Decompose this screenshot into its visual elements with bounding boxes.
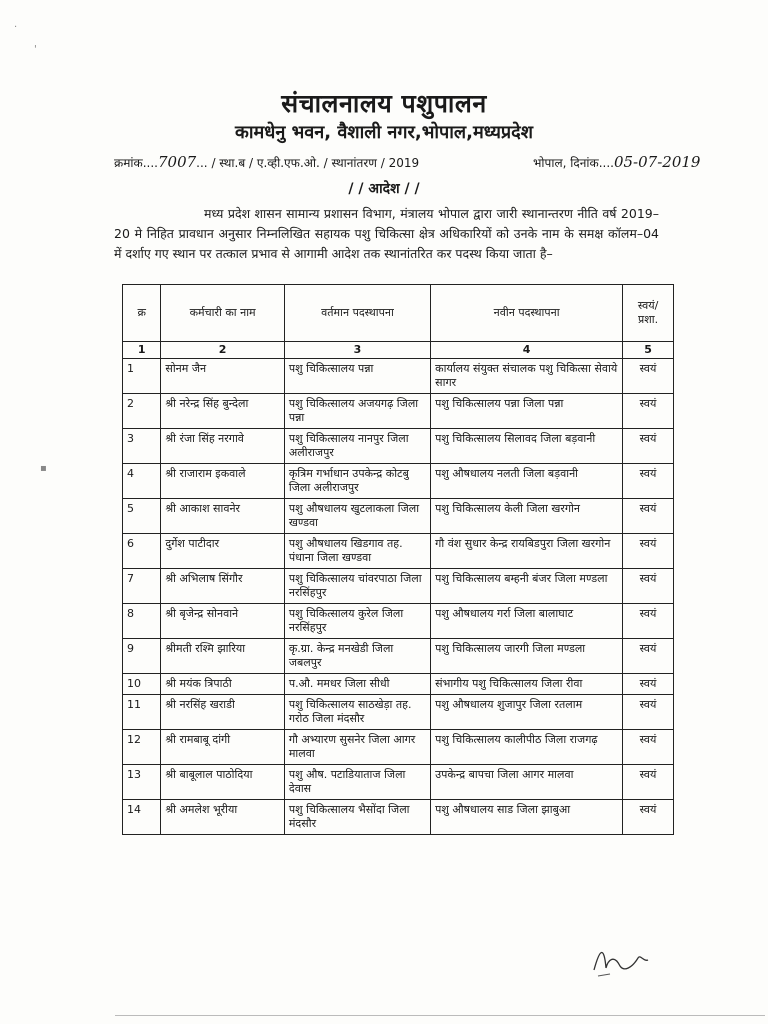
- current-posting-cell: पशु चिकित्सालय भैसोंदा जिला मंदसौर: [284, 800, 430, 835]
- request-type-cell: स्वयं: [623, 499, 674, 534]
- current-posting-cell: पशु चिकित्सालय नानपुर जिला अलीराजपुर: [284, 429, 430, 464]
- request-type-cell: स्वयं: [623, 569, 674, 604]
- new-posting-cell: पशु चिकित्सालय केली जिला खरगोन: [431, 499, 623, 534]
- request-type-cell: स्वयं: [623, 464, 674, 499]
- new-posting-cell: पशु चिकित्सालय कालीपीठ जिला राजगढ़: [431, 730, 623, 765]
- new-posting-cell: पशु चिकित्सालय जारगी जिला मण्डला: [431, 639, 623, 674]
- header-employee-name: कर्मचारी का नाम: [161, 285, 284, 342]
- table-header-row: [123, 285, 674, 342]
- scan-speck: ': [34, 44, 37, 55]
- serial-cell: 2: [123, 394, 161, 429]
- ref-number: 7007: [157, 153, 197, 171]
- serial-cell: 3: [123, 429, 161, 464]
- current-posting-cell: पशु चिकित्सालय चांवरपाठा जिला नरसिंहपुर: [284, 569, 430, 604]
- table-row: [123, 394, 674, 429]
- new-posting-cell: कार्यालय संयुक्त संचालक पशु चिकित्सा सेवाये सागर: [431, 359, 623, 394]
- current-posting-cell: पशु चिकित्सालय अजयगढ़ जिला पन्ना: [284, 394, 430, 429]
- new-posting-cell: पशु चिकित्सालय पन्ना जिला पन्ना: [431, 394, 623, 429]
- column-number: 4: [431, 342, 623, 359]
- current-posting-cell: प.औ. ममधर जिला सीधी: [284, 674, 430, 695]
- new-posting-cell: पशु चिकित्सालय बम्हनी बंजर जिला मण्डला: [431, 569, 623, 604]
- request-type-cell: स्वयं: [623, 359, 674, 394]
- scan-edge-line: [115, 1015, 765, 1016]
- serial-cell: 12: [123, 730, 161, 765]
- new-posting-cell: पशु औषधालय शुजापुर जिला रतलाम: [431, 695, 623, 730]
- date-value: 05-07-2019: [613, 153, 701, 171]
- current-posting-cell: गौ अभ्यारण सुसनेर जिला आगर मालवा: [284, 730, 430, 765]
- header-new-posting: नवीन पदस्थापना: [431, 285, 623, 342]
- serial-cell: 11: [123, 695, 161, 730]
- new-posting-cell: पशु चिकित्सालय सिलावद जिला बड़वानी: [431, 429, 623, 464]
- current-posting-cell: कृ.ग्रा. केन्द्र मनखेडी जिला जबलपुर: [284, 639, 430, 674]
- serial-cell: 13: [123, 765, 161, 800]
- table-row: [123, 604, 674, 639]
- employee-name-cell: श्री बृजेन्द्र सोनवाने: [161, 604, 284, 639]
- employee-name-cell: श्री बाबूलाल पाठोदिया: [161, 765, 284, 800]
- current-posting-cell: पशु चिकित्सालय पन्ना: [284, 359, 430, 394]
- current-posting-cell: पशु चिकित्सालय कुरेल जिला नरसिंहपुर: [284, 604, 430, 639]
- column-number: 5: [623, 342, 674, 359]
- request-type-cell: स्वयं: [623, 800, 674, 835]
- department-title: संचालनालय पशुपालन: [281, 89, 487, 118]
- employee-name-cell: श्री रामबाबू दांगी: [161, 730, 284, 765]
- table-row: [123, 730, 674, 765]
- request-type-cell: स्वयं: [623, 394, 674, 429]
- new-posting-cell: संभागीय पशु चिकित्सालय जिला रीवा: [431, 674, 623, 695]
- employee-name-cell: सोनम जैन: [161, 359, 284, 394]
- header-serial: क्र: [123, 285, 161, 342]
- new-posting-cell: पशु औषधालय नलती जिला बड़वानी: [431, 464, 623, 499]
- signature-mark: [590, 940, 650, 980]
- current-posting-cell: कृत्रिम गर्भाधान उपकेन्द्र कोटबु जिला अलीराजपुर: [284, 464, 430, 499]
- header-current-posting: वर्तमान पदस्थापना: [284, 285, 430, 342]
- column-number: 3: [284, 342, 430, 359]
- date-prefix: भोपाल, दिनांक: [533, 156, 599, 170]
- serial-cell: 6: [123, 534, 161, 569]
- transfer-table: [122, 284, 674, 835]
- employee-name-cell: श्री आकाश सावनेर: [161, 499, 284, 534]
- table-row: [123, 800, 674, 835]
- current-posting-cell: पशु चिकित्सालय साठखेड़ा तह. गरोठ जिला मंदसौर: [284, 695, 430, 730]
- current-posting-cell: पशु औषधालय खुटलाकला जिला खण्डवा: [284, 499, 430, 534]
- column-number-row: [123, 342, 674, 359]
- ref-prefix: क्रमांक: [114, 156, 143, 170]
- ref-suffix: / स्था.ब / ए.व्ही.एफ.ओ. / स्थानांतरण / 2019: [211, 156, 420, 170]
- scan-speck: ▪: [40, 463, 47, 474]
- serial-cell: 14: [123, 800, 161, 835]
- table-row: [123, 359, 674, 394]
- request-type-cell: स्वयं: [623, 534, 674, 569]
- employee-name-cell: श्री राजाराम इकवाले: [161, 464, 284, 499]
- new-posting-cell: पशु औषधालय गर्रा जिला बालाघाट: [431, 604, 623, 639]
- table-row: [123, 499, 674, 534]
- serial-cell: 1: [123, 359, 161, 394]
- employee-name-cell: श्री नरसिंह खराडी: [161, 695, 284, 730]
- column-number: 2: [161, 342, 284, 359]
- order-body-text: मध्य प्रदेश शासन सामान्य प्रशासन विभाग, मंत्रालय भोपाल द्वारा जारी स्थानान्तरण नीति वर्ष 2019–20 मे निहित प्रावधान अनुसार निम्नलिखित सहायक पशु चिकित्सा क्षेत्र अधिकारियों को उनके नाम के समक्ष कॉलम–04 में दर्शाए गए स्थान पर तत्काल प्रभाव से आगामी आदेश तक स्थानांतरित कर पदस्थ किया जाता है–: [114, 206, 659, 261]
- table-row: [123, 639, 674, 674]
- column-number: 1: [123, 342, 161, 359]
- new-posting-cell: गौ वंश सुधार केन्द्र रायबिडपुरा जिला खरगोन: [431, 534, 623, 569]
- serial-cell: 5: [123, 499, 161, 534]
- request-type-cell: स्वयं: [623, 695, 674, 730]
- current-posting-cell: पशु औष. पटाडियाताज जिला देवास: [284, 765, 430, 800]
- request-type-cell: स्वयं: [623, 639, 674, 674]
- table-row: [123, 534, 674, 569]
- table-row: [123, 695, 674, 730]
- serial-cell: 10: [123, 674, 161, 695]
- order-heading: / / आदेश / /: [348, 181, 420, 197]
- table-row: [123, 765, 674, 800]
- table-row: [123, 464, 674, 499]
- request-type-cell: स्वयं: [623, 674, 674, 695]
- current-posting-cell: पशु औषधालय खिडगाव तह. पंधाना जिला खण्डवा: [284, 534, 430, 569]
- table-row: [123, 674, 674, 695]
- serial-cell: 4: [123, 464, 161, 499]
- request-type-cell: स्वयं: [623, 730, 674, 765]
- table-row: [123, 429, 674, 464]
- request-type-cell: स्वयं: [623, 429, 674, 464]
- order-reference: क्रमांक....7007... / स्था.ब / ए.व्ही.एफ.ओ. / स्थानांतरण / 2019: [114, 153, 420, 171]
- header-request-type: स्वयं/ प्रशा.: [623, 285, 674, 342]
- employee-name-cell: श्री मयंक त्रिपाठी: [161, 674, 284, 695]
- employee-name-cell: श्री नरेन्द्र सिंह बुन्देला: [161, 394, 284, 429]
- new-posting-cell: उपकेन्द्र बापचा जिला आगर मालवा: [431, 765, 623, 800]
- scan-speck: ·: [14, 22, 18, 33]
- request-type-cell: स्वयं: [623, 604, 674, 639]
- department-address: कामधेनु भवन, वैशाली नगर,भोपाल,मध्यप्रदेश: [235, 122, 533, 143]
- serial-cell: 8: [123, 604, 161, 639]
- serial-cell: 7: [123, 569, 161, 604]
- employee-name-cell: श्रीमती रश्मि झारिया: [161, 639, 284, 674]
- request-type-cell: स्वयं: [623, 765, 674, 800]
- serial-cell: 9: [123, 639, 161, 674]
- employee-name-cell: श्री रंजा सिंह नरगावे: [161, 429, 284, 464]
- table-row: [123, 569, 674, 604]
- employee-name-cell: दुर्गेश पाटीदार: [161, 534, 284, 569]
- new-posting-cell: पशु औषधालय साड जिला झाबुआ: [431, 800, 623, 835]
- employee-name-cell: श्री अमलेश भूरीया: [161, 800, 284, 835]
- employee-name-cell: श्री अभिलाष सिंगौर: [161, 569, 284, 604]
- order-date: भोपाल, दिनांक....05-07-2019: [533, 153, 701, 171]
